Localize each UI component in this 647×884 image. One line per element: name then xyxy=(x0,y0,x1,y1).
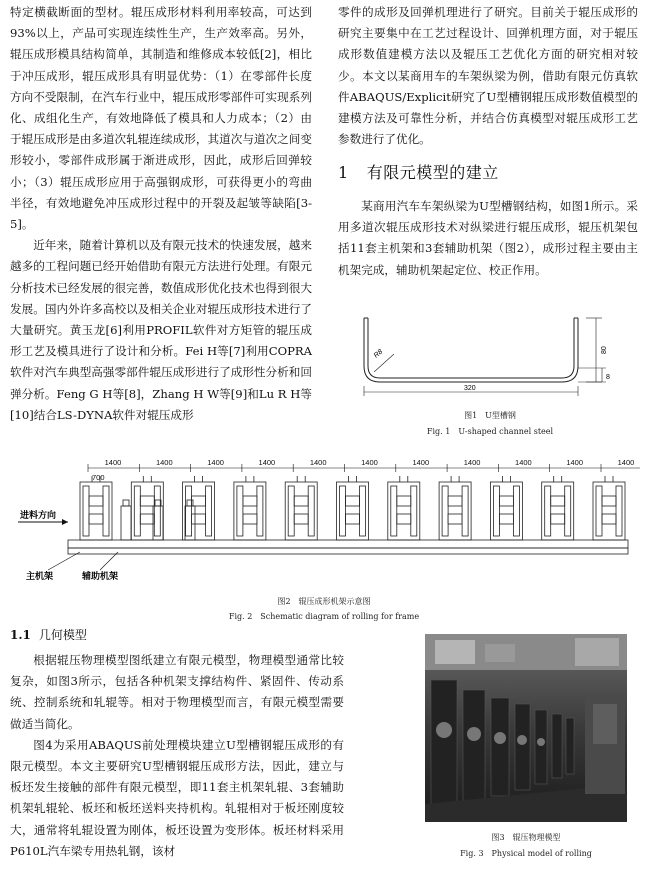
aux-frame-label: 辅助机架 xyxy=(82,572,119,582)
figure-1-u-channel xyxy=(340,308,640,408)
width-label: 320 xyxy=(464,385,476,392)
figure-3-photo xyxy=(425,634,627,822)
main-frame xyxy=(234,476,266,540)
base-rail xyxy=(68,540,628,548)
left-column xyxy=(10,2,312,426)
main-frame xyxy=(285,476,317,540)
aux-frame-leader xyxy=(100,552,118,570)
main-frame xyxy=(131,476,163,540)
figure-1-caption-cn: 图1 U型槽钢 xyxy=(464,411,516,420)
spacing-label: 1400 xyxy=(515,458,532,467)
paragraph: 零件的成形及回弹机理进行了研究。目前关于辊压成形的研究主要集中在工艺过程设计、回弹机理方面，对于辊压成形数值建模方法以及辊压工艺优化方面的研究相对较少。本文以某商用车的车架纵梁为例，借助有限元仿真软件ABAQUS/Explicit研究了U型槽钢辊压成形数值模型的建模方法及可靠性分析，并结合仿真模型对辊压成形工艺参数进行了优化。 xyxy=(338,5,638,147)
main-frame xyxy=(542,476,574,540)
paragraph: 特定横截断面的型材。辊压成形材料利用率较高，可达到93%以上，产品可实现连续性生产，生产效率高。另外，辊压成形模具结构简单，其制造和维修成本较低[2]，相比于冲压成形，辊压成形具有明显优势：（1）在零部件长度方向不受限制，在汽车行业中，辊压成形零部件可实现系列化、成组化生产，有效地降低了模具和人力成本；（2）由于辊压成形是由多道次轧辊连续成形，其道次与道次之间变形较小，零部件成形属于渐进成形，因此，成形后回弹较小；（3）辊压成形应用于高强钢成形，可获得更小的弯曲半径，有效地避免冲压成形过程中的开裂及起皱等缺陷[3-5]。 xyxy=(10,5,312,232)
main-frame xyxy=(80,476,112,540)
main-frame xyxy=(490,476,522,540)
feed-arrow-head xyxy=(62,519,68,525)
section-1-text xyxy=(338,196,638,281)
spacing-label: 1400 xyxy=(155,458,173,467)
figure-3-caption-en: Fig. 3 Physical model of rolling xyxy=(460,849,592,858)
paragraph: 近年来，随着计算机以及有限元技术的快速发展，越来越多的工程问题已经开始借助有限元方法进行处理。有限元分析技术已经发展的很完善，数值成形优化技术也得到很大发展。国内外许多高校以及相关企业对辊压成形技术进行了大量研究。黄玉龙[6]利用PROFIL软件对方矩管的辊压成形工艺及模具进行了设计和分析。Fei H等[7]利用COPRA软件对汽车典型高强零部件辊压成形进行了成形性分析和回弹分析。Feng G H等[8]，Zhang H W等[9]和Lu R H等[10]结合LS-DYNA软件对辊压成形 xyxy=(10,238,312,422)
main-frame xyxy=(388,476,420,540)
figure-2-caption-cn: 图2 辊压成形机架示意图 xyxy=(277,597,371,606)
u-channel-drawing xyxy=(340,308,640,408)
paragraph: 某商用汽车车架纵梁为U型槽钢结构，如图1所示。采用多道次辊压成形技术对纵梁进行辊压成形，辊压机架包括11套主机架和3套辅助机架（图2），成形过程主要由主机架完成，辅助机架起定位、校正作用。 xyxy=(338,199,638,277)
figure-3-caption-cn: 图3 辊压物理模型 xyxy=(491,833,561,842)
radius-label: R8 xyxy=(372,348,385,360)
spacing-label: 1400 xyxy=(309,458,327,467)
main-frame xyxy=(337,476,369,540)
spacing-label: 1400 xyxy=(104,458,122,467)
spacing-label: 1400 xyxy=(566,458,584,467)
subsection-heading: 1.1 几何模型 xyxy=(10,628,87,642)
figure-2-rolling-frames xyxy=(8,452,640,592)
main-frame xyxy=(439,476,471,540)
section-heading: 1 有限元模型的建立 xyxy=(338,163,499,182)
rolling-frames-drawing xyxy=(8,452,640,592)
base-rail xyxy=(68,548,628,554)
right-column xyxy=(338,2,638,150)
figure-1-caption-en: Fig. 1 U-shaped channel steel xyxy=(426,427,554,436)
spacing-label: 1400 xyxy=(207,458,224,467)
aux-frame xyxy=(185,500,195,540)
spacing-label: 1400 xyxy=(258,458,276,467)
thickness-label: 8 xyxy=(606,374,610,381)
physical-model-photo xyxy=(425,634,627,822)
height-label: 80 xyxy=(601,346,608,354)
spacing-label: 1400 xyxy=(412,458,430,467)
first-gap-label: 700 xyxy=(92,473,105,482)
spacing-label: 1400 xyxy=(463,458,481,467)
main-frame-leader xyxy=(48,552,80,570)
main-frame xyxy=(183,476,215,540)
paragraph: 图4为采用ABAQUS前处理模块建立U型槽钢辊压成形的有限元模型。本文主要研究U型槽钢辊压成形方法，因此，建立与板坯发生接触的部件有限元模型，即11套主机架轧辊、3套辅助机架轧辊轮、板坯和板坯送料夹持机构。轧辊相对于板坯刚度较大，通常将轧辊设置为刚体，板坯设置为变形体。板坯材料采用P610L汽车梁专用热轧钢，该材 xyxy=(10,737,344,858)
spacing-label: 1400 xyxy=(617,458,635,467)
main-frame-label: 主机架 xyxy=(26,572,54,582)
bottom-left-text xyxy=(10,650,344,862)
paragraph: 根据辊压物理模型图纸建立有限元模型，物理模型通常比较复杂，如图3所示，包括各种机架支撑结构件、紧固件、传动系统、控制系统和轧辊等。相对于物理模型而言，有限元模型需要做适当简化。 xyxy=(10,653,344,731)
figure-2-caption-en: Fig. 2 Schematic diagram of rolling for frame xyxy=(228,612,420,621)
feed-direction-label: 进料方向 xyxy=(20,511,57,521)
main-frame xyxy=(593,476,625,540)
spacing-label: 1400 xyxy=(361,458,378,467)
aux-frame xyxy=(121,500,131,540)
